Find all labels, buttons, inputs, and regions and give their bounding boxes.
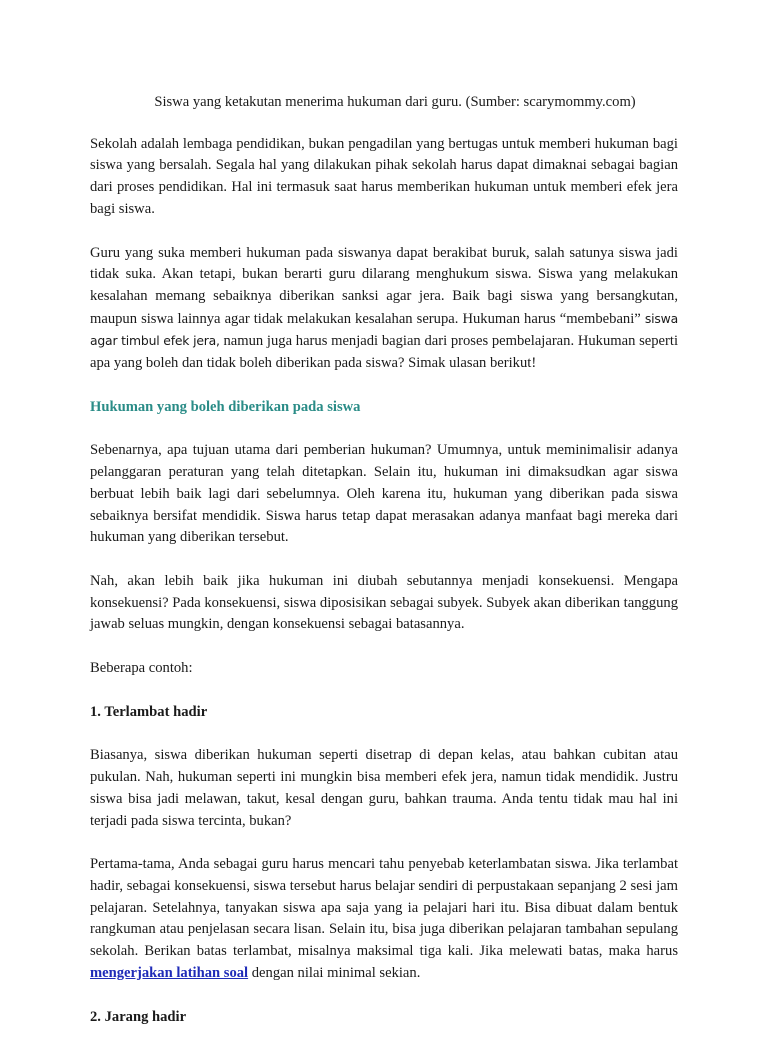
paragraph-text: Guru yang suka memberi hukuman pada siswanya dapat berakibat buruk, salah satunya siswa jadi tidak suka. Akan tetapi, bukan berarti guru dilarang menghukum siswa. Siswa yang melakukan kesalahan memang sebaiknya diberikan sanksi agar jera. Baik bagi siswa yang bersangkutan, maupun siswa lainnya agar tidak melakukan kesalahan serupa. Hukuman harus “membebani” [90, 244, 678, 327]
late-paragraph-2 [90, 854, 678, 984]
paragraph-text: Pertama-tama, Anda sebagai guru harus mencari tahu penyebab keterlambatan siswa. Jika terlambat hadir, sebagai konsekuensi, siswa tersebut harus belajar sendiri di perpustakaan sepanjang 2 sesi jam pelajaran. Setelahnya, tanyakan siswa apa saja yang ia pelajari hari itu. Bisa dibuat dalam bentuk rangkuman atau penjelasan secara lisan. Selain itu, bisa juga diberikan pelajaran tambahan sepulang sekolah. Berikan batas terlambat, misalnya maksimal tiga kali. Jika melewati batas, maka harus [90, 856, 678, 960]
paragraph-text: namun juga harus menjadi bagian dari proses pembelajaran. Hukuman seperti apa yang boleh dan tidak boleh diberikan pada siswa? Simak ulasan berikut! [90, 333, 678, 372]
intro-paragraph: Sekolah adalah lembaga pendidikan, bukan pengadilan yang bertugas untuk memberi hukuman bagi siswa yang bersalah. Segala hal yang dilakukan pihak sekolah harus dapat dimaknai sebagai bagian dari proses pendidikan. Hal ini termasuk saat harus memberikan hukuman untuk memberi efek jera bagi siswa. [90, 135, 678, 217]
item-heading-late: 1. Terlambat hadir [90, 703, 208, 720]
section-heading: Hukuman yang boleh diberikan pada siswa [90, 398, 361, 415]
paragraph-text: dengan nilai minimal sekian. [248, 964, 421, 981]
punishment-paragraph [90, 243, 678, 375]
practice-questions-link[interactable]: mengerjakan latihan soal [90, 964, 249, 981]
document-page [90, 92, 678, 1050]
paragraph-styled-text: siswa agar timbul efek jera, [90, 310, 678, 349]
examples-label: Beberapa contoh: [90, 660, 193, 677]
consequence-paragraph: Nah, akan lebih baik jika hukuman ini diubah sebutannya menjadi konsekuensi. Mengapa konsekuensi? Pada konsekuensi, siswa diposisikan sebagai subyek. Subyek akan diberikan tanggung jawab seluas mungkin, dengan konsekuensi sebagai batasannya. [90, 572, 678, 633]
image-caption: Siswa yang ketakutan menerima hukuman dari guru. (Sumber: scarymommy.com) [154, 94, 636, 110]
purpose-paragraph: Sebenarnya, apa tujuan utama dari pemberian hukuman? Umumnya, untuk meminimalisir adanya pelanggaran peraturan yang telah ditetapkan. Selain itu, hukuman ini dimaksudkan agar siswa berbuat lebih baik lagi dari sebelumnya. Oleh karena itu, hukuman yang diberikan pada siswa sebaiknya bersifat mendidik. Siswa harus tetap dapat merasakan adanya manfaat bagi mereka dari hukuman yang diberikan tersebut. [90, 442, 678, 546]
late-paragraph-1: Biasanya, siswa diberikan hukuman seperti disetrap di depan kelas, atau bahkan cubitan atau pukulan. Nah, hukuman seperti ini mungkin bisa memberi efek jera, namun tidak mendidik. Justru siswa bisa jadi melawan, takut, kesal dengan guru, bahkan trauma. Anda tentu tidak mau hal ini terjadi pada siswa tercinta, bukan? [90, 747, 678, 829]
item-heading-absent: 2. Jarang hadir [90, 1008, 187, 1025]
